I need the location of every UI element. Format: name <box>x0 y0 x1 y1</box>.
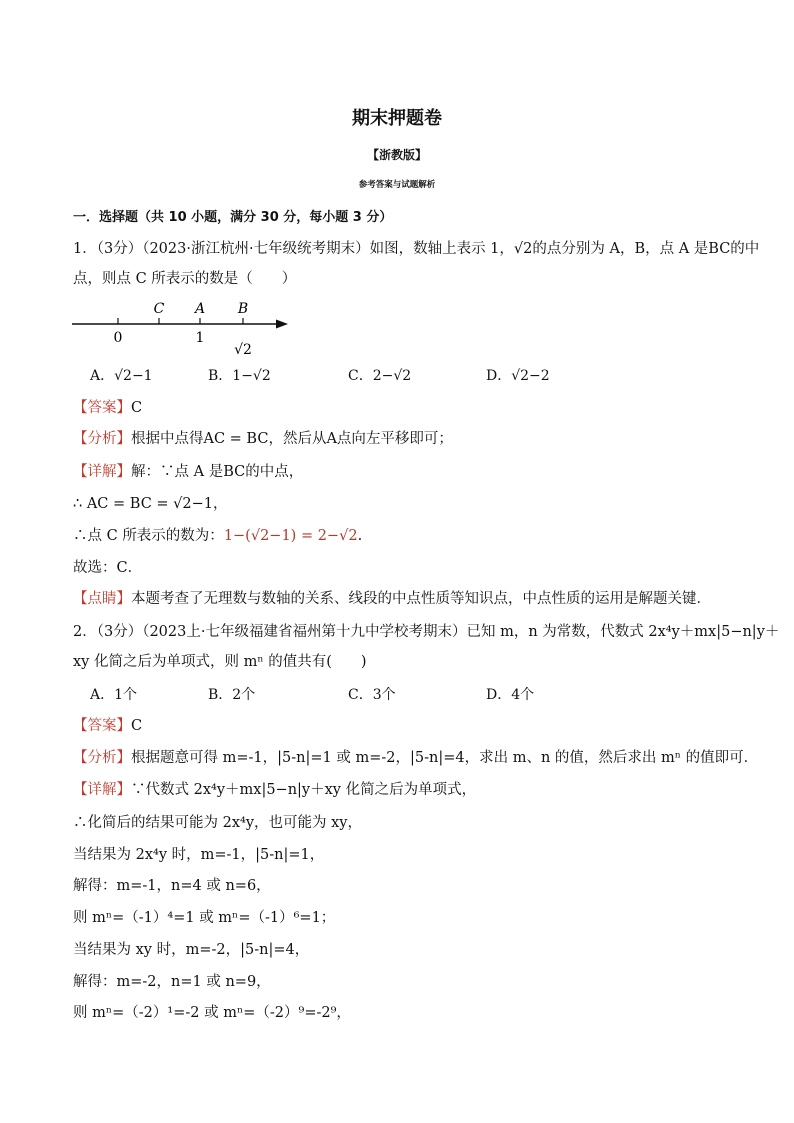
label-b: B <box>237 301 249 317</box>
detail-text-1: ∵代数式 2x⁴y＋mx|5−n|y＋xy 化简之后为单项式， <box>131 782 477 798</box>
q2-option-a: A．1个 <box>90 687 138 703</box>
analysis-text: 根据题意可得 m=-1，|5-n|=1 或 m=-2，|5-n|=4，求出 m、n 的值，然后求出 mⁿ 的值即可． <box>131 750 759 766</box>
q2-stem-line2: xy 化简之后为单项式，则 mⁿ 的值共有( ) <box>73 654 367 670</box>
q2-detail-6: 当结果为 xy 时，m=-2，|5-n|=4， <box>73 942 310 958</box>
tick-label-0: 0 <box>113 330 123 346</box>
q1-option-a: A．√2−1 <box>90 368 153 384</box>
answer-value: C <box>131 718 143 734</box>
label-c: C <box>153 301 165 317</box>
q2-detail-4: 解得：m=-1，n=4 或 n=6， <box>73 878 271 894</box>
comment-text: 本题考查了无理数与数轴的关系、线段的中点性质等知识点，中点性质的运用是解题关键． <box>131 591 711 607</box>
number-line-arrow <box>276 320 288 329</box>
q2-option-c: C．3个 <box>348 687 396 703</box>
q2-analysis <box>73 748 758 768</box>
answer-tag: 【答案】 <box>73 718 131 734</box>
edition-label: 【浙教版】 <box>366 148 427 162</box>
answer-tag: 【答案】 <box>73 400 131 416</box>
answer-value: C <box>131 400 143 416</box>
q1-detail-3 <box>73 526 362 546</box>
q1-choose: 故选：C． <box>73 560 143 576</box>
q1-option-c: C．2−√2 <box>348 368 412 384</box>
detail-tag: 【详解】 <box>73 782 131 798</box>
detail-3-expression: 1−(√2−1) = 2−√2 <box>223 528 358 544</box>
detail-tag: 【详解】 <box>73 464 131 480</box>
section-heading: 一．选择题（共 10 小题，满分 30 分，每小题 3 分） <box>73 210 393 225</box>
q2-detail-2: ∴化简后的结果可能为 2x⁴y，也可能为 xy， <box>73 815 362 831</box>
q2-detail-5: 则 mⁿ=（-1）⁴=1 或 mⁿ=（-1）⁶=1； <box>73 910 336 926</box>
q2-detail-3: 当结果为 2x⁴y 时，m=-1，|5-n|=1， <box>73 847 325 863</box>
detail-3-prefix: ∴点 C 所表示的数为： <box>73 528 224 544</box>
tick-label-1: 1 <box>195 330 205 346</box>
q1-comment <box>73 589 711 609</box>
label-a: A <box>194 301 206 317</box>
analysis-tag: 【分析】 <box>73 750 131 766</box>
q1-option-d: D．√2−2 <box>486 368 550 384</box>
q1-stem-line2: 点，则点 C 所表示的数是（ ） <box>73 271 297 287</box>
q1-stem-line1: 1．（3分）（2023·浙江杭州·七年级统考期末）如图，数轴上表示 1，√2的点分别为 A，B，点 A 是BC的中 <box>73 241 760 257</box>
q1-option-b: B．1−√2 <box>208 368 271 384</box>
analysis-text: 根据中点得AC = BC，然后从A点向左平移即可； <box>131 431 453 447</box>
q2-option-d: D．4个 <box>486 687 535 703</box>
q2-detail <box>73 780 476 800</box>
q2-detail-8: 则 mⁿ=（-2）¹=-2 或 mⁿ=（-2）⁹=-2⁹， <box>73 1005 351 1021</box>
detail-text-1: 解：∵点 A 是BC的中点， <box>131 464 304 480</box>
q1-detail <box>73 462 303 482</box>
page-title: 期末押题卷 <box>352 108 442 129</box>
number-line-figure <box>68 298 298 360</box>
q1-analysis <box>73 429 453 449</box>
detail-3-end: . <box>357 528 363 544</box>
q1-answer <box>73 398 142 418</box>
comment-tag: 【点睛】 <box>73 591 131 607</box>
q2-answer <box>73 716 142 736</box>
page-subtitle: 参考答案与试题解析 <box>358 180 436 190</box>
q2-option-b: B．2个 <box>208 687 256 703</box>
q2-stem-line1: 2．（3分）（2023上·七年级福建省福州第十九中学校考期末）已知 m，n 为常数，代数式 2x⁴y＋mx|5−n|y＋ <box>73 624 780 640</box>
analysis-tag: 【分析】 <box>73 431 131 447</box>
q1-detail-2: ∴ AC = BC = √2−1， <box>73 496 228 512</box>
tick-label-sqrt2: √2 <box>234 342 252 358</box>
q2-detail-7: 解得：m=-2，n=1 或 n=9， <box>73 974 271 990</box>
